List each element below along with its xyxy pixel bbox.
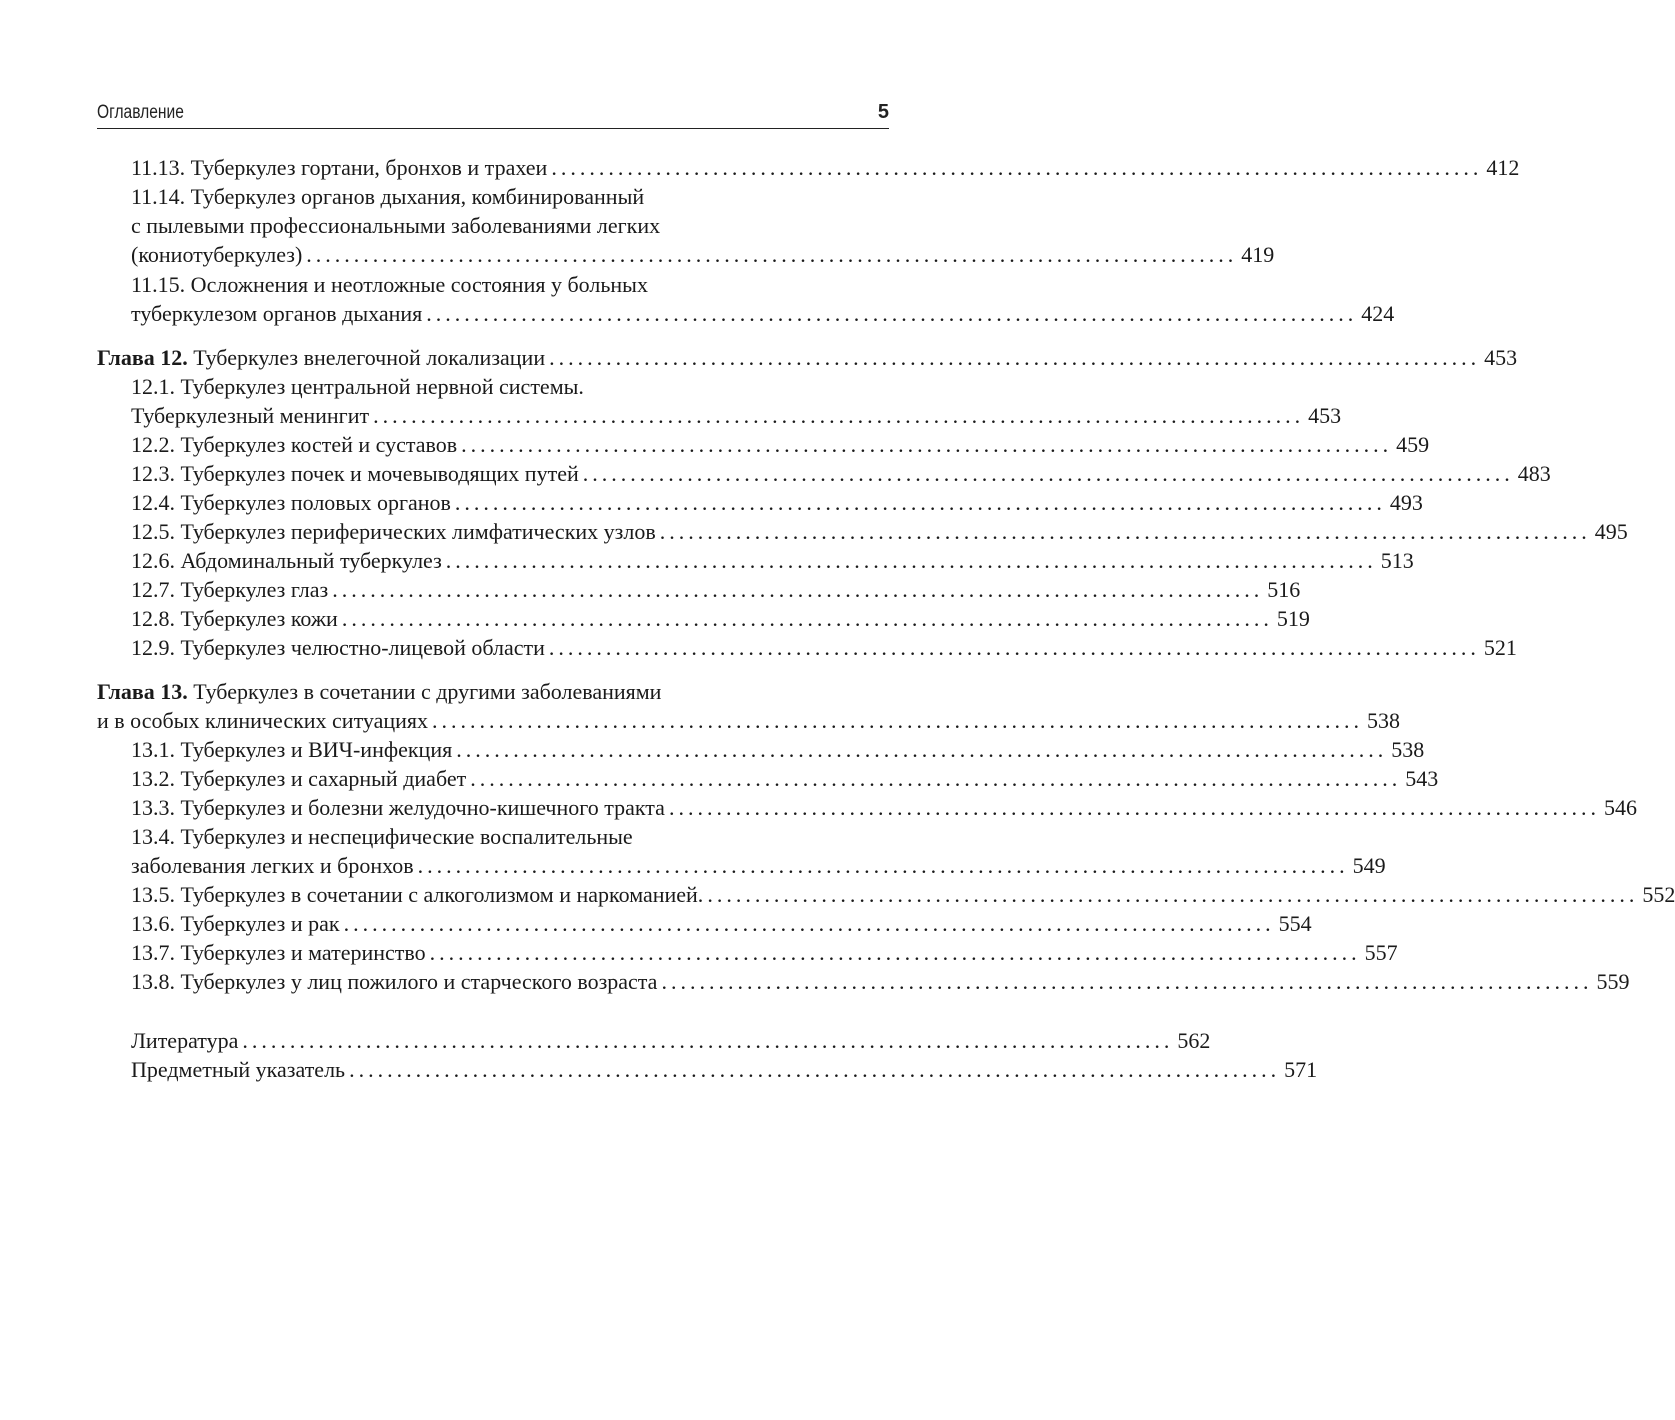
toc-entry-13-2[interactable]: 13.2. Туберкулез и сахарный диабет .................................................................................................. 543 <box>131 766 1439 791</box>
toc-chapter-12[interactable]: Глава 12. Туберкулез внелегочной локализации .................................................................................................. 453 <box>97 345 1518 370</box>
toc-entry-12-1-line2[interactable]: Туберкулезный менингит .................................................................................................. 453 <box>131 403 1342 428</box>
toc-page-number: 543 <box>1405 766 1439 791</box>
toc-page-number: 538 <box>1391 737 1425 762</box>
toc-entry-12-6[interactable]: 12.6. Абдоминальный туберкулез .................................................................................................. 513 <box>131 548 1414 573</box>
toc-entry-12-3[interactable]: 12.3. Туберкулез почек и мочевыводящих путей .................................................................................................. 483 <box>131 461 1551 486</box>
toc-entry-12-4[interactable]: 12.4. Туберкулез половых органов .................................................................................................. 493 <box>131 490 1423 515</box>
toc-page-number: 538 <box>1367 708 1401 733</box>
toc-page-number: 557 <box>1364 940 1398 965</box>
toc-entry-13-5[interactable]: 13.5. Туберкулез в сочетании с алкоголизмом и наркоманией. .................................................................................................. 552 <box>131 882 1675 907</box>
toc-entry-13-8[interactable]: 13.8. Туберкулез у лиц пожилого и старческого возраста .................................................................................................. 559 <box>131 969 1630 994</box>
toc-entry-12-9[interactable]: 12.9. Туберкулез челюстно-лицевой области .................................................................................................. 521 <box>131 635 1517 660</box>
chapter-label: Глава 13. <box>97 679 188 704</box>
toc-entry-12-5[interactable]: 12.5. Туберкулез периферических лимфатических узлов .................................................................................................. 495 <box>131 519 1628 544</box>
toc-page-number: 453 <box>1308 403 1342 428</box>
toc-entry-13-3[interactable]: 13.3. Туберкулез и болезни желудочно-кишечного тракта .................................................................................................. 546 <box>131 795 1637 820</box>
toc-chapter-13-line1[interactable]: Глава 13. Туберкулез в сочетании с другими заболеваниями <box>97 679 662 704</box>
toc-page-number: 459 <box>1396 432 1430 457</box>
toc-entry-12-1-line1[interactable]: 12.1. Туберкулез центральной нервной системы. <box>131 374 584 399</box>
toc-chapter-13-line2[interactable]: и в особых клинических ситуациях .................................................................................................. 538 <box>97 708 1401 733</box>
toc-entry-12-7[interactable]: 12.7. Туберкулез глаз .................................................................................................. 516 <box>131 577 1301 602</box>
toc-entry-13-4-line1[interactable]: 13.4. Туберкулез и неспецифические воспалительные <box>131 824 633 849</box>
toc-entry-12-2[interactable]: 12.2. Туберкулез костей и суставов .................................................................................................. 459 <box>131 432 1430 457</box>
toc-page-number: 519 <box>1276 606 1310 631</box>
toc-page-number: 453 <box>1484 345 1518 370</box>
toc-page-number: 493 <box>1389 490 1423 515</box>
toc-page-number: 549 <box>1352 853 1386 878</box>
toc-entry-subject-index[interactable]: Предметный указатель .................................................................................................. 571 <box>131 1057 1318 1082</box>
toc-page-number: 513 <box>1380 548 1414 573</box>
toc-page-number: 516 <box>1267 577 1301 602</box>
toc-entry-13-6[interactable]: 13.6. Туберкулез и рак .................................................................................................. 554 <box>131 911 1312 936</box>
chapter-label: Глава 12. <box>97 345 188 370</box>
toc-page-number: 552 <box>1642 882 1675 907</box>
toc-page-number: 424 <box>1361 301 1395 326</box>
toc-entry-11-14-line3[interactable]: (кониотуберкулез) .................................................................................................. 419 <box>131 242 1275 267</box>
toc-entry-11-14-line2[interactable]: с пылевыми профессиональными заболеваниями легких <box>131 213 661 238</box>
toc-entry-11-15-line2[interactable]: туберкулезом органов дыхания .................................................................................................. 424 <box>131 301 1395 326</box>
toc-entry-13-4-line2[interactable]: заболевания легких и бронхов .................................................................................................. 549 <box>131 853 1386 878</box>
toc-page-number: 521 <box>1483 635 1517 660</box>
header-title: Оглавление <box>97 102 184 123</box>
toc-entry-13-1[interactable]: 13.1. Туберкулез и ВИЧ-инфекция .................................................................................................. 538 <box>131 737 1425 762</box>
toc-entry-11-13[interactable]: 11.13. Туберкулез гортани, бронхов и трахеи .................................................................................................. 412 <box>131 155 1520 180</box>
toc-page-number: 554 <box>1278 911 1312 936</box>
toc-entry-literature[interactable]: Литература .................................................................................................. 562 <box>131 1028 1211 1053</box>
toc-entry-11-15-line1[interactable]: 11.15. Осложнения и неотложные состояния у больных <box>131 272 648 297</box>
toc-entry-11-14-line1[interactable]: 11.14. Туберкулез органов дыхания, комбинированный <box>131 184 645 209</box>
running-header <box>97 100 889 129</box>
toc-entry-13-7[interactable]: 13.7. Туберкулез и материнство .................................................................................................. 557 <box>131 940 1398 965</box>
header-page-number: 5 <box>877 101 889 123</box>
toc-page-number: 546 <box>1603 795 1637 820</box>
toc-page-number: 495 <box>1594 519 1628 544</box>
toc-page-number: 571 <box>1284 1057 1318 1082</box>
toc-page-number: 412 <box>1486 155 1520 180</box>
toc-page-number: 483 <box>1517 461 1551 486</box>
toc-entry-12-8[interactable]: 12.8. Туберкулез кожи .................................................................................................. 519 <box>131 606 1310 631</box>
toc-page-number: 559 <box>1596 969 1630 994</box>
toc-page-number: 419 <box>1241 242 1275 267</box>
toc-page-number: 562 <box>1177 1028 1211 1053</box>
